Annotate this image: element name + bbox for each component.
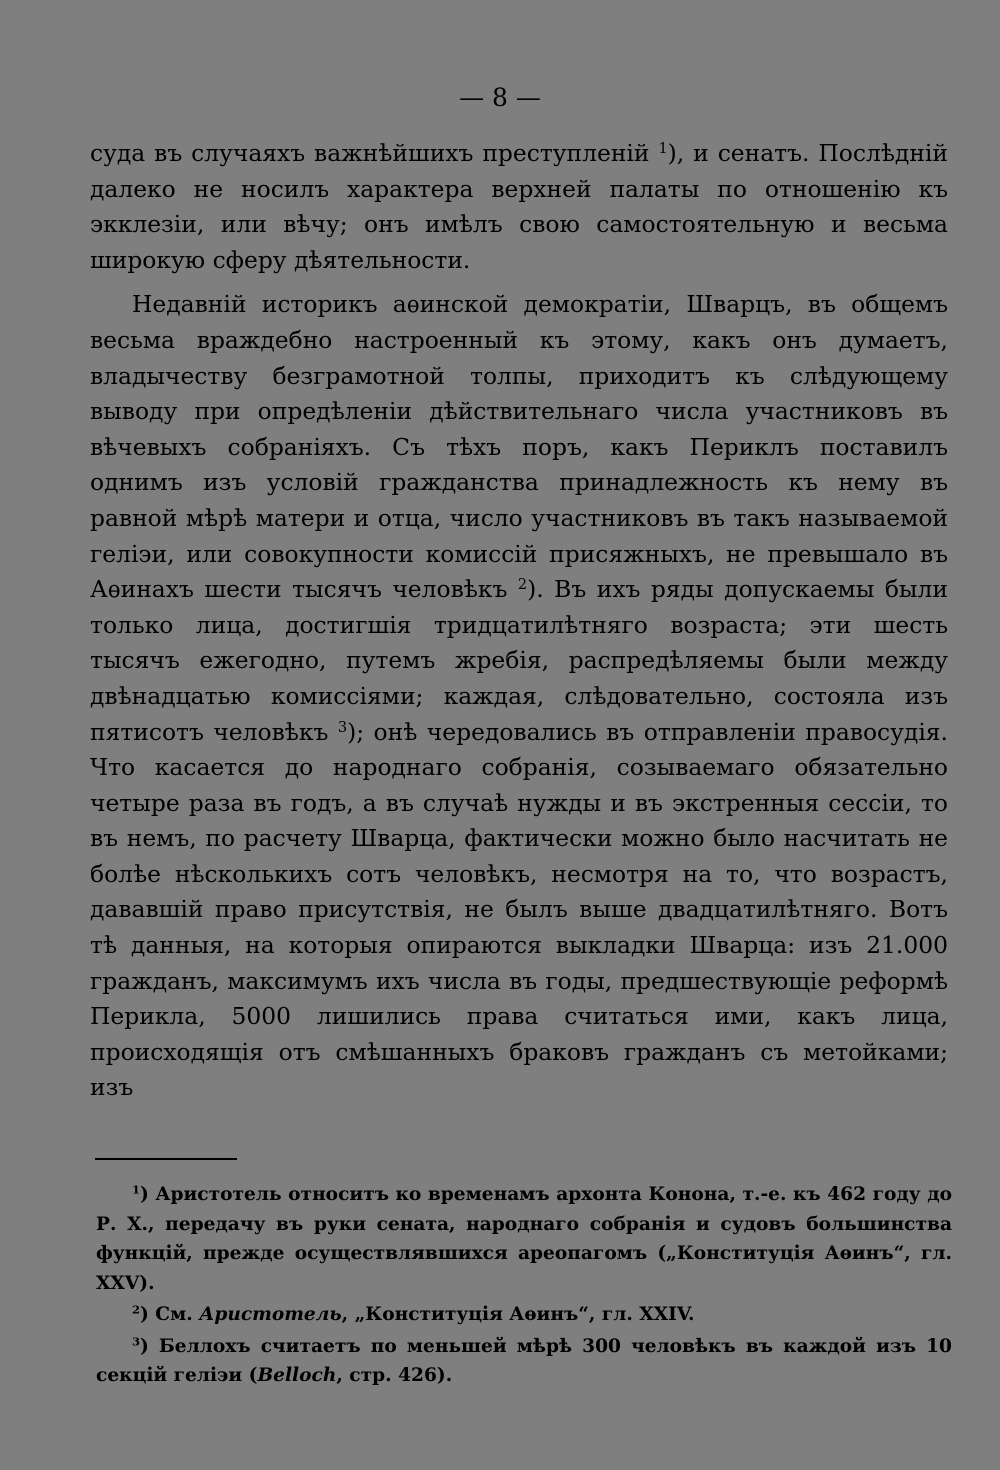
footnote-ref: 1 [658,141,668,158]
footnote-1 [96,1180,952,1298]
footnote-ref: 3 [337,719,348,736]
footnote-ref: 1 [132,1182,141,1197]
italic-text: Аристотель [199,1304,342,1325]
text-run: ), и сенатъ. Послѣдній далеко не носилъ характера верхней палаты по отношенію къ экклезіи, или вѣчу; онъ имѣлъ свою самостоятельную и весьма широкую сферу дѣятельности. [90,139,948,274]
text-run: ); онѣ чередовались въ отправленіи правосудія. Что касается до народнаго собранія, созываемаго обязательно четыре раза въ годъ, а въ случаѣ нужды и въ экстренныя сессіи, то въ немъ, по расчету Шварца, фактически можно было насчитать не болѣе нѣсколькихъ сотъ человѣкъ, несмотря на то, что возрастъ, дававшій право присутствія, не былъ выше двадцатилѣтняго. Вотъ тѣ данныя, на которыя опираются выкладки Шварца: изъ 21.000 гражданъ, максимумъ ихъ числа въ годы, предшествующіе реформѣ Перикла, 5000 лишились права считаться ими, какъ лица, происходящія отъ смѣшанныхъ браковъ гражданъ съ метойками; изъ [90,717,948,1102]
text-run: , стр. 426). [336,1365,453,1386]
paragraph-2 [90,287,948,1106]
footnote-ref: 2 [132,1302,141,1317]
paragraph-1 [90,136,948,278]
footnotes [96,1180,952,1393]
text-run: ) Аристотель относитъ ко временамъ архонта Конона, т.-е. къ 462 году до Р. Х., передачу въ руки сената, народнаго собранія и судовъ большинства функцій, прежде осуществлявшихся ареопагомъ („Конституція Аѳинъ“, гл. XXV). [96,1184,952,1294]
text-run: суда въ случаяхъ важнѣйшихъ преступленій [90,139,659,167]
text-run: ) Беллохъ считаетъ по меньшей мѣрѣ 300 человѣкъ въ каждой изъ 10 секцій геліэи ( [96,1335,952,1386]
text-run: , „Конституція Аѳинъ“, гл. XXIV. [341,1304,695,1325]
footnote-divider [95,1158,237,1160]
footnote-3 [96,1332,952,1391]
italic-text: Belloch [257,1365,337,1386]
text-run: ) См. [140,1304,200,1325]
footnote-ref: 2 [517,577,528,594]
footnote-2 [96,1300,952,1330]
page-number: — 8 — [459,83,541,112]
text-run: ). Въ ихъ ряды допускаемы были только лица, достигшія тридцатилѣтняго возраста; эти шесть тысячъ ежегодно, путемъ жребія, распредѣляемы были между двѣнадцатью комиссіями; каждая, слѣдовательно, состояла изъ пятисотъ человѣкъ [90,575,948,746]
footnote-ref: 3 [132,1334,141,1349]
body-text [90,136,948,1106]
text-run: Недавній историкъ аѳинской демократіи, Шварцъ, въ общемъ весьма враждебно настроенный къ этому, какъ онъ думаетъ, владычеству безграмотной толпы, приходитъ къ слѣдующему выводу при опредѣленіи дѣйствительнаго числа участниковъ въ вѣчевыхъ собраніяхъ. Съ тѣхъ поръ, какъ Периклъ поставилъ однимъ изъ условій гражданства принадлежность къ нему въ равной мѣрѣ матери и отца, число участниковъ въ такъ называемой геліэи, или совокупности комиссій присяжныхъ, не превышало въ Аѳинахъ шести тысячъ человѣкъ [90,290,948,604]
